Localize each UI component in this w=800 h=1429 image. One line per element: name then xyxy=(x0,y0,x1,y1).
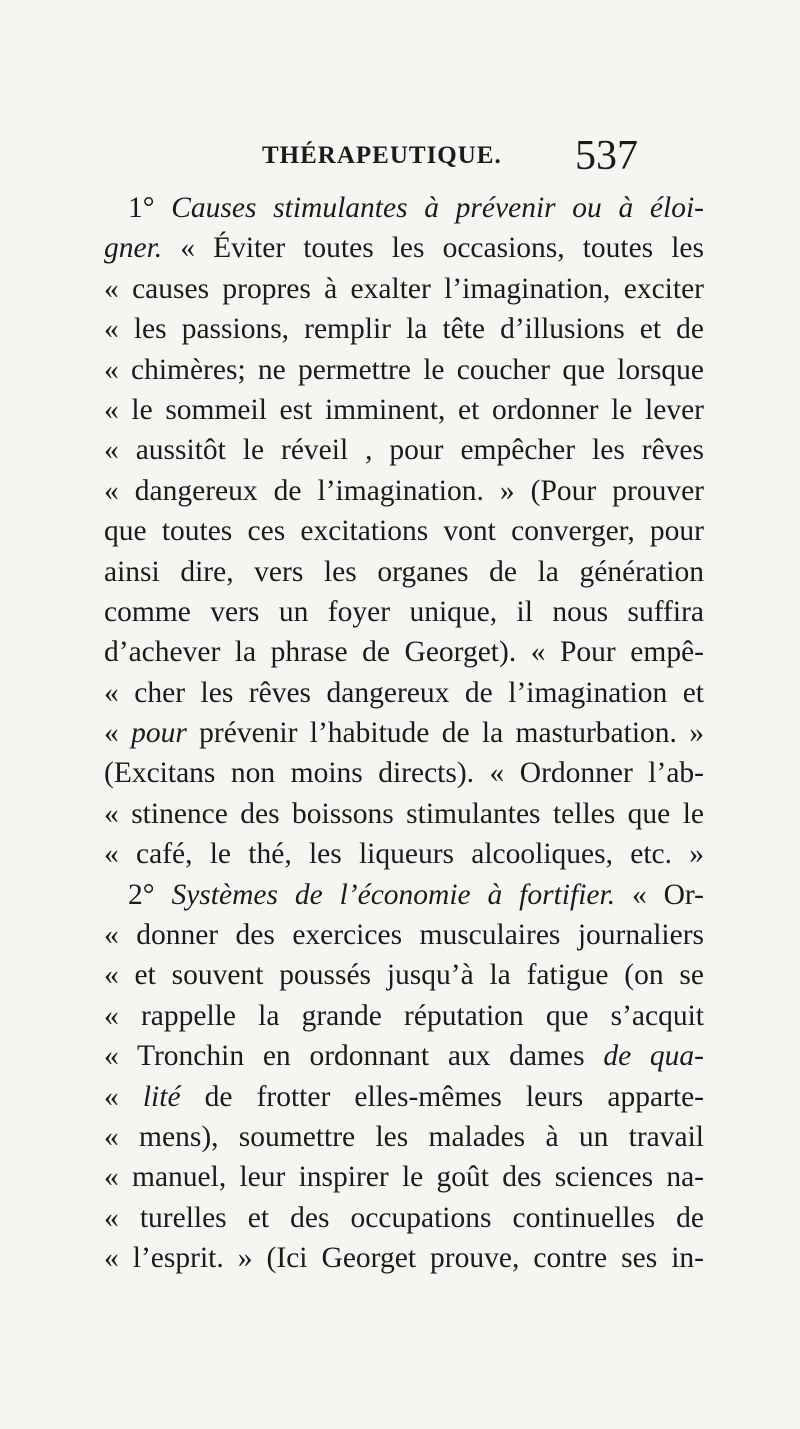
text-run: comme vers un foyer unique, il nous suffira xyxy=(104,595,704,628)
text-line xyxy=(104,753,704,793)
text-line xyxy=(104,1157,704,1197)
text-line xyxy=(104,552,704,592)
italic-run: pour xyxy=(131,717,187,750)
italic-run: Systèmes de l’économie à fortifier. xyxy=(171,878,616,911)
text-line xyxy=(104,471,704,511)
text-line xyxy=(104,269,704,309)
text-run: « le sommeil est imminent, et ordonner le lever xyxy=(104,393,704,426)
text-run: 2° xyxy=(128,878,172,911)
text-run: « aussitôt le réveil , pour empêcher les rêves xyxy=(104,434,704,467)
text-line xyxy=(104,955,704,995)
text-line xyxy=(104,592,704,632)
text-line xyxy=(104,915,704,955)
text-run: « rappelle la grande réputation que s’acquit xyxy=(104,999,704,1032)
text-run: 1° xyxy=(128,192,172,224)
text-line xyxy=(104,511,704,551)
running-head: THÉRAPEUTIQUE. xyxy=(262,142,502,169)
text-line xyxy=(104,1036,704,1076)
text-run: de frotter elles-mêmes leurs apparte- xyxy=(180,1080,705,1113)
text-run: « l’esprit. » (Ici Georget prouve, contre ses in- xyxy=(104,1242,704,1275)
text-run: d’achever la phrase de Georget). « Pour empê- xyxy=(104,636,704,669)
text-line xyxy=(104,390,704,430)
italic-run: Causes stimulantes à prévenir ou à éloi- xyxy=(171,192,704,224)
text-line xyxy=(104,309,704,349)
italic-run: de qua- xyxy=(603,1040,704,1073)
text-line xyxy=(104,1077,704,1117)
text-line xyxy=(104,228,704,268)
text-line xyxy=(104,1198,704,1238)
text-run: « mens), soumettre les malades à un travail xyxy=(104,1120,704,1153)
text-run: « xyxy=(104,717,132,750)
text-line xyxy=(104,875,704,915)
text-line xyxy=(104,673,704,713)
text-run: « stinence des boissons stimulantes telles que le xyxy=(104,797,704,830)
text-run: « les passions, remplir la tête d’illusions et de xyxy=(104,313,704,346)
text-run: « café, le thé, les liqueurs alcooliques, etc. » xyxy=(104,838,704,871)
text-run: « causes propres à exalter l’imagination, exciter xyxy=(104,272,704,305)
text-run: ainsi dire, vers les organes de la génération xyxy=(104,555,704,588)
text-run: « turelles et des occupations continuelles de xyxy=(104,1201,704,1234)
text-run: « manuel, leur inspirer le goût des sciences na- xyxy=(104,1161,704,1194)
italic-run: lité xyxy=(142,1080,181,1113)
text-run: « et souvent poussés jusqu’à la fatigue (on se xyxy=(104,959,704,992)
text-line xyxy=(104,1117,704,1157)
text-run: « Éviter toutes les occasions, toutes les xyxy=(162,232,704,265)
text-run: que toutes ces excitations vont converger, pour xyxy=(104,515,704,548)
text-run: « xyxy=(104,1080,143,1113)
body-text xyxy=(104,188,704,1279)
text-run: « donner des exercices musculaires journaliers xyxy=(104,919,704,952)
text-run: « Tronchin en ordonnant aux dames xyxy=(104,1040,604,1073)
page-header xyxy=(0,132,800,182)
page-number: 537 xyxy=(575,133,638,179)
text-line xyxy=(104,188,704,228)
text-run: prévenir l’habitude de la masturbation. » xyxy=(186,717,704,750)
text-run: (Excitans non moins directs). « Ordonner l’ab- xyxy=(104,757,704,790)
text-line xyxy=(104,834,704,874)
text-line xyxy=(104,632,704,672)
text-run: « chimères; ne permettre le coucher que lorsque xyxy=(104,353,704,386)
text-line xyxy=(104,996,704,1036)
text-line xyxy=(104,350,704,390)
text-run: « Or- xyxy=(615,878,704,911)
italic-run: gner. xyxy=(104,232,163,265)
text-line xyxy=(104,794,704,834)
text-line xyxy=(104,713,704,753)
text-run: « dangereux de l’imagination. » (Pour prouver xyxy=(104,474,704,507)
text-line xyxy=(104,430,704,470)
text-run: « cher les rêves dangereux de l’imagination et xyxy=(104,676,704,709)
text-line xyxy=(104,1238,704,1278)
